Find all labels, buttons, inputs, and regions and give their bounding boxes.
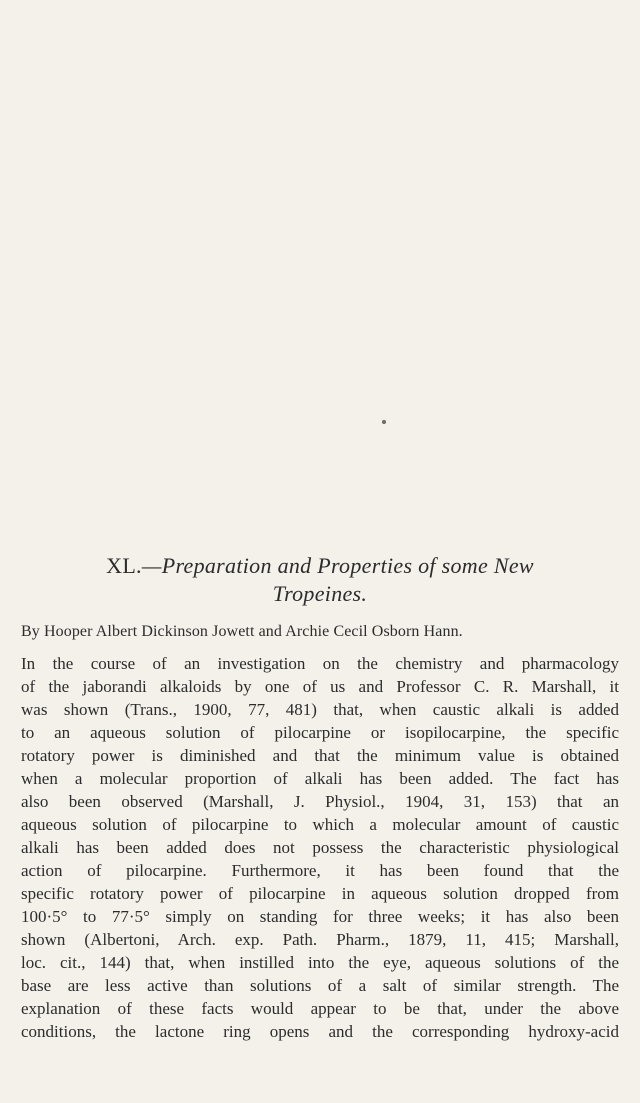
title-number: XL. bbox=[106, 553, 142, 578]
body-line: conditions, the lactone ring opens and the corresponding hydroxy-acid bbox=[21, 1022, 619, 1041]
body-line: 100·5° to 77·5° simply on standing for three weeks; it has also been bbox=[21, 907, 619, 926]
body-line: to an aqueous solution of pilocarpine or isopilocarpine, the specific bbox=[21, 723, 619, 742]
body-line: rotatory power is diminished and that the minimum value is obtained bbox=[21, 746, 619, 765]
article-title bbox=[0, 552, 640, 608]
title-line-1: Preparation and Properties of some New bbox=[161, 553, 534, 578]
body-line: when a molecular proportion of alkali has been added. The fact has bbox=[21, 769, 619, 788]
body-line: of the jaborandi alkaloids by one of us and Professor C. R. Marshall, it bbox=[21, 677, 619, 696]
body-line: alkali has been added does not possess the characteristic physiological bbox=[21, 838, 619, 857]
body-line: loc. cit., 144) that, when instilled into the eye, aqueous solutions of the bbox=[21, 953, 619, 972]
title-line-2: Tropeines. bbox=[272, 581, 368, 606]
article-body bbox=[21, 652, 619, 1043]
body-line: explanation of these facts would appear to be that, under the above bbox=[21, 999, 619, 1018]
body-line: specific rotatory power of pilocarpine in aqueous solution dropped from bbox=[21, 884, 619, 903]
body-line: was shown (Trans., 1900, 77, 481) that, when caustic alkali is added bbox=[21, 700, 619, 719]
ink-speck bbox=[382, 420, 386, 424]
body-line: In the course of an investigation on the chemistry and pharmacology bbox=[21, 654, 619, 673]
body-line: base are less active than solutions of a salt of similar strength. The bbox=[21, 976, 619, 995]
author-byline: By Hooper Albert Dickinson Jowett and Archie Cecil Osborn Hann. bbox=[21, 623, 463, 640]
body-line: shown (Albertoni, Arch. exp. Path. Pharm., 1879, 11, 415; Marshall, bbox=[21, 930, 619, 949]
body-line: action of pilocarpine. Furthermore, it has been found that the bbox=[21, 861, 619, 880]
body-line: also been observed (Marshall, J. Physiol., 1904, 31, 153) that an bbox=[21, 792, 619, 811]
title-dash: — bbox=[141, 553, 162, 578]
body-line: aqueous solution of pilocarpine to which a molecular amount of caustic bbox=[21, 815, 619, 834]
